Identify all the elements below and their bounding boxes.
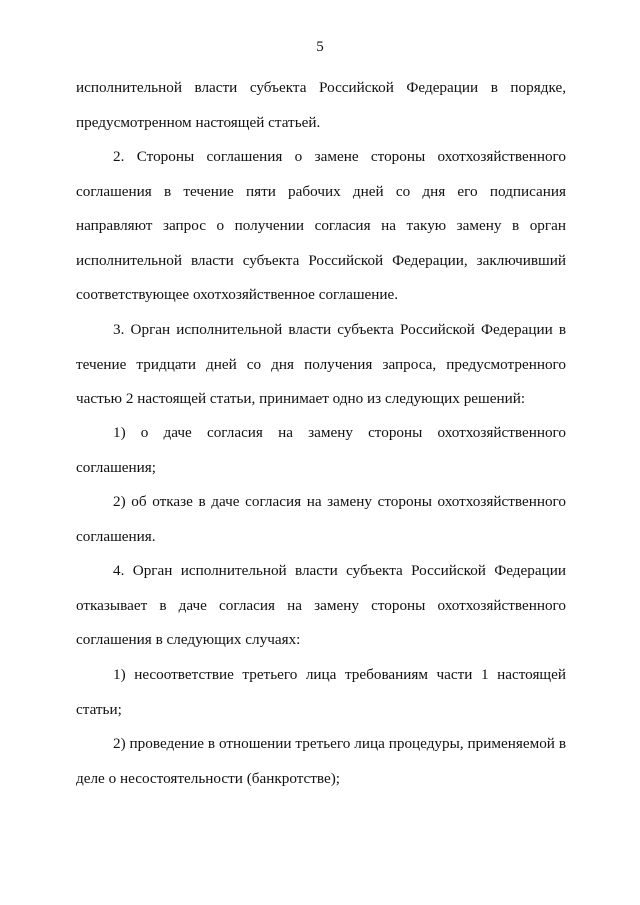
paragraph-item-3 [76,313,566,417]
subitem-4-1 [76,658,566,727]
page-number: 5 [316,39,324,55]
paragraph-text: 3. Орган исполнительной власти субъекта Российской Федерации в течение тридцати дней со дня получения запроса, предусмотренного частью 2 настоящей статьи, принимает одно из следующих решений: [76,321,566,408]
paragraph-text: 2) проведение в отношении третьего лица процедуры, применяемой в деле о несостоятельности (банкротстве); [76,735,566,787]
paragraph-continuation [76,71,566,140]
paragraph-text: исполнительной власти субъекта Российской Федерации в порядке, предусмотренном настоящей статьей. [76,79,566,131]
paragraph-text: 2) об отказе в даче согласия на замену стороны охотхозяйственного соглашения. [76,493,566,545]
paragraph-text: 1) несоответствие третьего лица требованиям части 1 настоящей статьи; [76,666,566,718]
subitem-4-2 [76,727,566,796]
paragraph-item-4 [76,554,566,658]
paragraph-text: 2. Стороны соглашения о замене стороны охотхозяйственного соглашения в течение пяти рабочих дней со дня его подписания направляют запрос о получении согласия на такую замену в орган исполнительной власти субъекта Российской Федерации, заключивший соответствующее охотхозяйственное соглашение. [76,148,566,304]
subitem-3-2 [76,485,566,554]
paragraph-text: 4. Орган исполнительной власти субъекта Российской Федерации отказывает в даче согласия на замену стороны охотхозяйственного соглашения в следующих случаях: [76,562,566,649]
paragraph-text: 1) о даче согласия на замену стороны охотхозяйственного соглашения; [76,424,566,476]
subitem-3-1 [76,416,566,485]
paragraph-item-2 [76,140,566,313]
